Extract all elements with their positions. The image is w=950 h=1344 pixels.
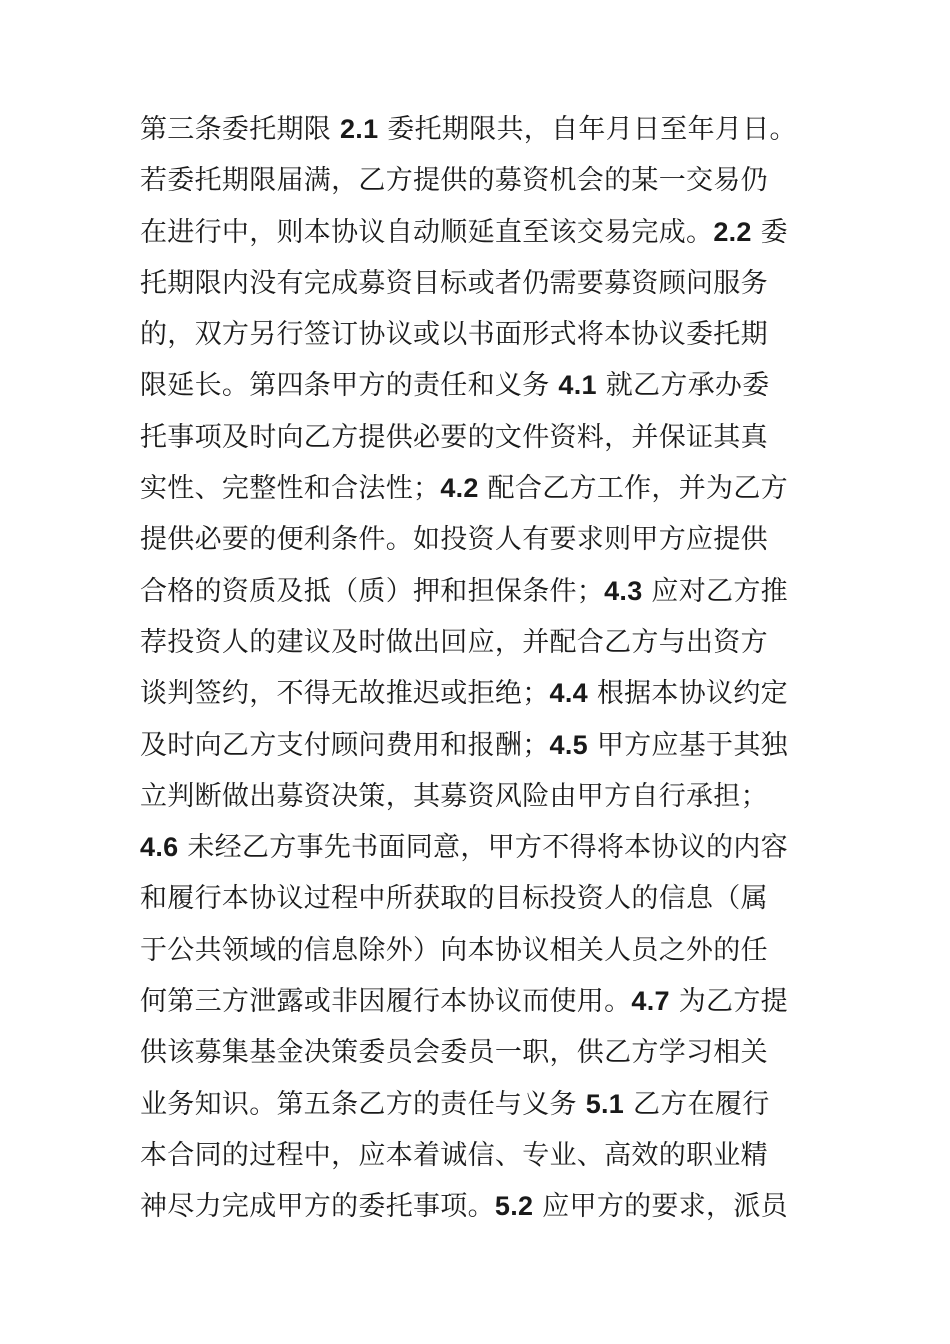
clause-number: 2.1 — [339, 114, 379, 144]
text-line: 提供必要的便利条件。如投资人有要求则甲方应提供 — [140, 524, 768, 556]
text-line: 若委托期限届满，乙方提供的募资机会的某一交易仍 — [140, 165, 768, 197]
text-line: 4.6 未经乙方事先书面同意，甲方不得将本协议的内容 — [140, 832, 788, 864]
text-line: 谈判签约，不得无故推迟或拒绝；4.4 根据本协议约定 — [140, 678, 788, 710]
clause-number: 4.5 — [549, 729, 588, 760]
text-line: 限延长。第四条甲方的责任和义务 4.1 就乙方承办委 — [140, 370, 770, 402]
text-line: 本合同的过程中，应本着诚信、专业、高效的职业精 — [140, 1139, 768, 1171]
text-line: 实性、完整性和合法性；4.2 配合乙方工作，并为乙方 — [140, 473, 788, 505]
text-line: 供该募集基金决策委员会委员一职，供乙方学习相关 — [140, 1037, 768, 1069]
text-line: 立判断做出募资决策，其募资风险由甲方自行承担； — [140, 780, 768, 812]
clause-number: 5.1 — [585, 1088, 625, 1119]
clause-number: 4.7 — [631, 986, 670, 1017]
text-line: 合格的资质及抵（质）押和担保条件；4.3 应对乙方推 — [140, 575, 788, 607]
text-line: 及时向乙方支付顾问费用和报酬；4.5 甲方应基于其独 — [140, 729, 788, 761]
text-line: 荐投资人的建议及时做出回应，并配合乙方与出资方 — [140, 626, 768, 658]
text-line: 托事项及时向乙方提供必要的文件资料，并保证其真 — [140, 421, 768, 453]
text-line: 何第三方泄露或非因履行本协议而使用。4.7 为乙方提 — [140, 986, 788, 1018]
clause-number: 4.1 — [558, 370, 597, 401]
clause-number: 4.2 — [440, 473, 479, 504]
text-line: 于公共领域的信息除外）向本协议相关人员之外的任 — [140, 934, 768, 966]
text-line: 和履行本协议过程中所获取的目标投资人的信息（属 — [140, 883, 768, 915]
body-text — [140, 104, 820, 1233]
clause-number: 4.6 — [140, 832, 179, 863]
text-line: 神尽力完成甲方的委托事项。5.2 应甲方的要求，派员 — [140, 1191, 788, 1223]
clause-number: 4.4 — [549, 678, 588, 709]
text-line: 的，双方另行签订协议或以书面形式将本协议委托期 — [140, 319, 768, 351]
text-line: 第三条委托期限 2.1 委托期限共，自年月日至年月日。 — [140, 114, 797, 145]
clause-number: 5.2 — [494, 1191, 534, 1222]
text-line: 托期限内没有完成募资目标或者仍需要募资顾问服务 — [140, 267, 768, 299]
clause-number: 4.3 — [604, 575, 643, 606]
text-line: 业务知识。第五条乙方的责任与义务 5.1 乙方在履行 — [140, 1088, 770, 1120]
text-line: 在进行中，则本协议自动顺延直至该交易完成。2.2 委 — [140, 216, 788, 248]
clause-number: 2.2 — [713, 216, 752, 247]
